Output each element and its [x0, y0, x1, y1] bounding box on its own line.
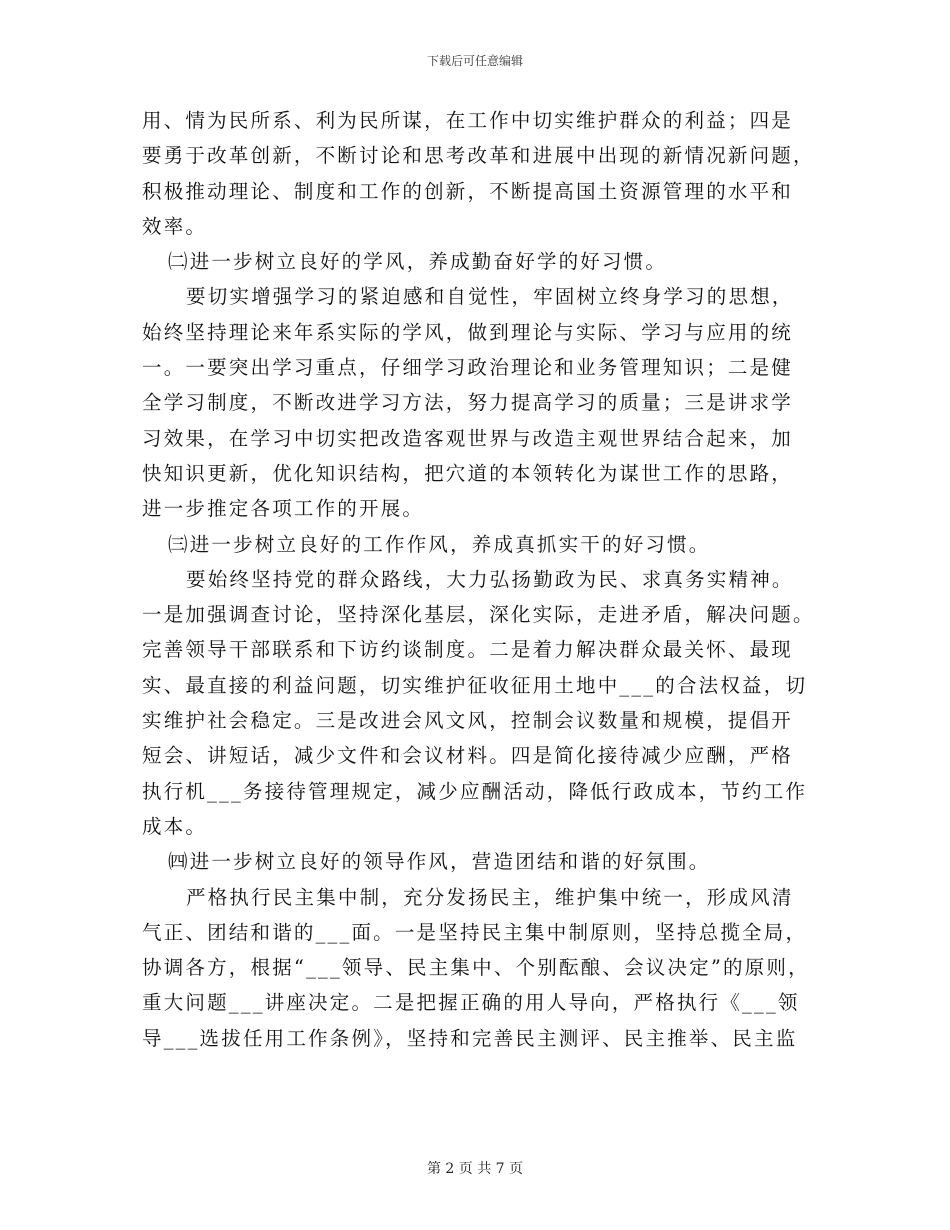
page-header-note: 下载后可任意编辑: [426, 54, 523, 68]
body-line: 执行机___务接待管理规定，减少应酬活动，降低行政成本，节约工作: [142, 779, 808, 803]
body-line: 效率。: [142, 214, 208, 238]
body-line: 要勇于改革创新，不断讨论和思考改革和进展中出现的新情况新问题，: [142, 144, 815, 168]
body-line: 重大问题___讲座决定。二是把握正确的用人导向，严格执行《___领: [142, 991, 800, 1015]
body-line: 实、最直接的利益问题，切实维护征收征用土地中___的合法权益，切: [142, 673, 808, 697]
section-heading-3: ㈢进一步树立良好的工作作风，养成真抓实干的好习惯。: [168, 532, 711, 556]
body-line: 导___选拔任用工作条例》，坚持和完善民主测评、民主推举、民主监: [142, 1026, 798, 1050]
body-line: 短会、讲短话，减少文件和会议材料。四是简化接待减少应酬，严格: [142, 744, 794, 768]
body-line: 进一步推定各项工作的开展。: [142, 497, 425, 521]
body-line: 积极推动理论、制度和工作的创新，不断提高国土资源管理的水平和: [142, 179, 794, 203]
body-line: 要切实增强学习的紧迫感和自觉性，牢固树立终身学习的思想，: [186, 285, 794, 309]
page-footer-pagination: 第 2 页 共 7 页: [426, 1161, 524, 1177]
body-line: 一。一要突出学习重点，仔细学习政治理论和业务管理知识；二是健: [142, 356, 794, 380]
body-line: 协调各方，根据“___领导、民主集中、个别酝酿、会议决定”的原则，: [142, 956, 810, 980]
body-line: 实维护社会稳定。三是改进会风文风，控制会议数量和规模，提倡开: [142, 709, 794, 733]
body-line: 习效果，在学习中切实把改造客观世界与改造主观世界结合起来，加: [142, 426, 794, 450]
section-heading-2: ㈡进一步树立良好的学风，养成勤奋好学的好习惯。: [168, 250, 668, 274]
body-line: 气正、团结和谐的___面。一是坚持民主集中制原则，坚持总揽全局，: [142, 920, 808, 944]
body-line: 始终坚持理论来年系实际的学风，做到理论与实际、学习与应用的统: [142, 320, 794, 344]
body-line: 严格执行民主集中制，充分发扬民主，维护集中统一，形成风清: [186, 885, 794, 909]
section-heading-4: ㈣进一步树立良好的领导作风，营造团结和谐的好氛围。: [168, 850, 711, 874]
body-line: 用、情为民所系、利为民所谋，在工作中切实维护群众的利益；四是: [142, 109, 794, 132]
body-line: 完善领导干部联系和下访约谈制度。二是着力解决群众最关怀、最现: [142, 638, 794, 662]
document-body: [142, 103, 818, 1056]
body-line: 全学习制度，不断改进学习方法，努力提高学习的质量；三是讲求学: [142, 391, 794, 415]
body-line: 一是加强调查讨论，坚持深化基层，深化实际，走进矛盾，解决问题。: [142, 603, 815, 627]
body-line: 要始终坚持党的群众路线，大力弘扬勤政为民、求真务实精神。: [186, 567, 794, 591]
body-line: 成本。: [142, 814, 208, 838]
body-line: 快知识更新，优化知识结构，把穴道的本领转化为谋世工作的思路，: [142, 461, 794, 485]
